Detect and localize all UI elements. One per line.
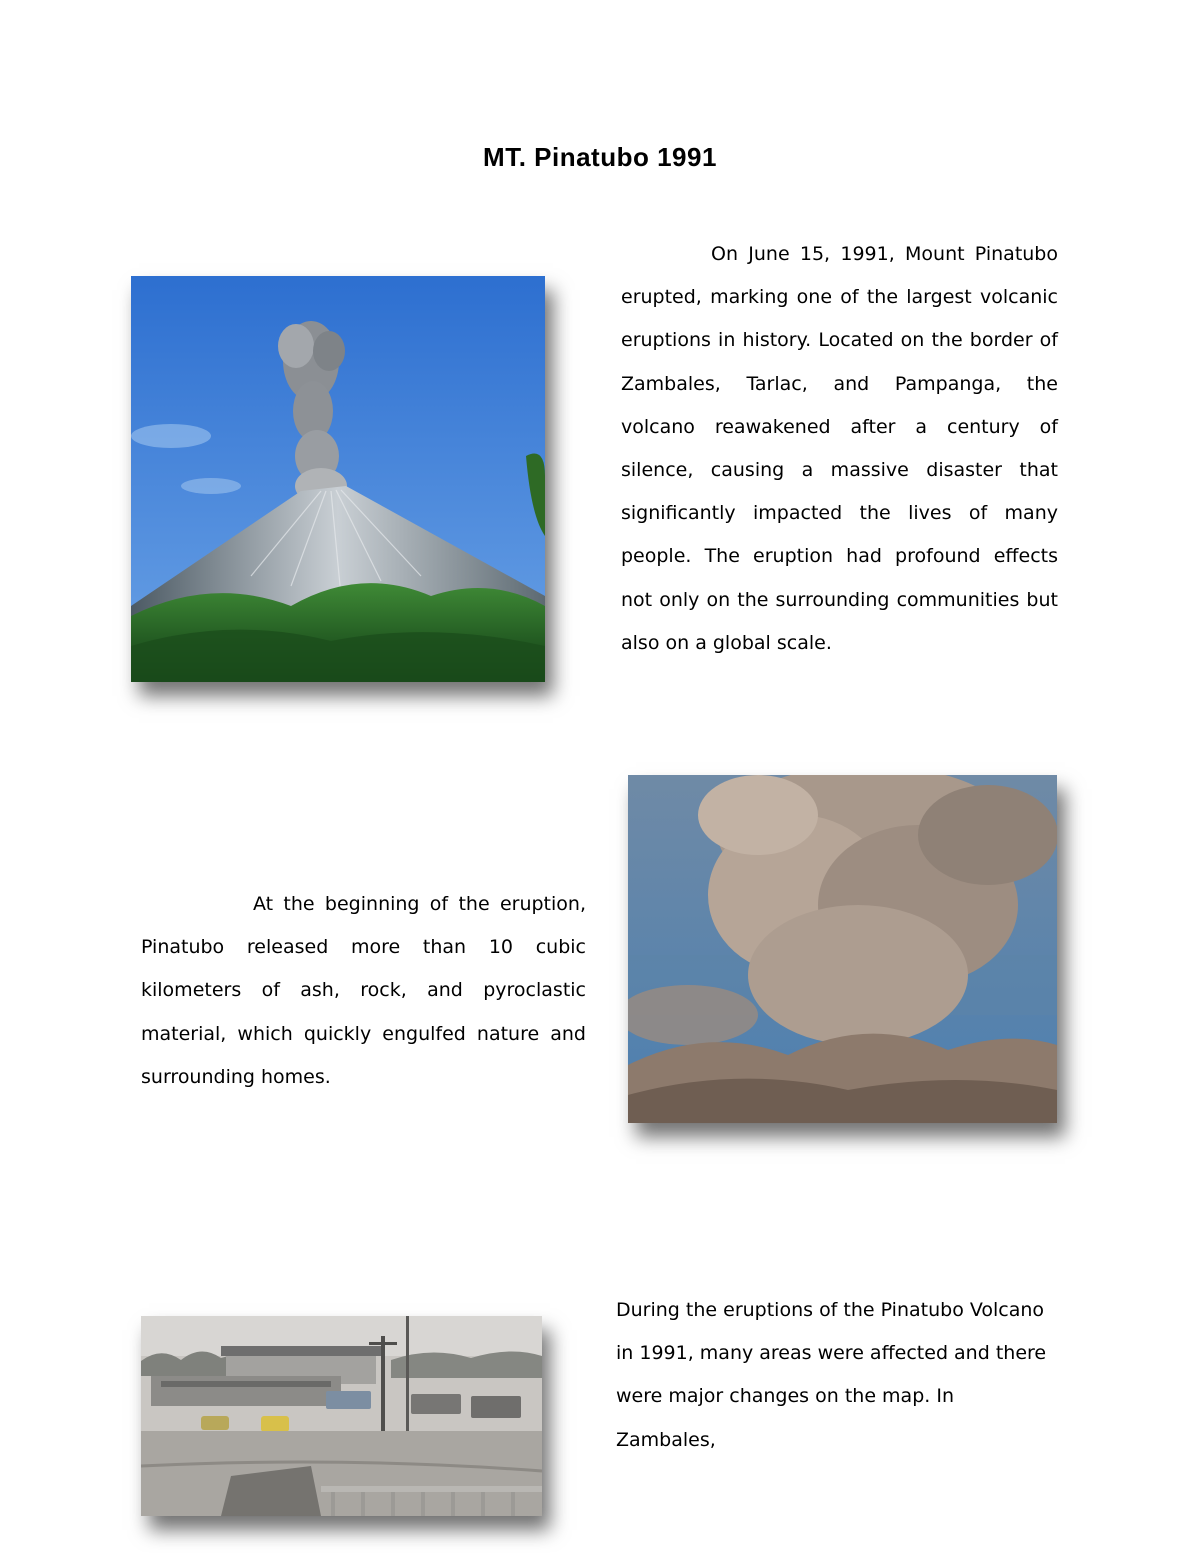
volcano-eruption-image xyxy=(131,276,545,682)
eruption-paragraph: At the beginning of the eruption, Pinatubo released more than 10 cubic kilometers of ash, rock, and pyroclastic material, which quickly engulfed nature and surrounding homes. xyxy=(141,893,586,1088)
affected-areas-paragraph: During the eruptions of the Pinatubo Volcano in 1991, many areas were affected and there were major changes on the map. In Zambales, xyxy=(616,1299,1047,1451)
ash-covered-town-photo xyxy=(141,1316,542,1516)
ash-cloud-image xyxy=(628,775,1057,1123)
volcano-eruption-photo xyxy=(131,276,545,682)
intro-paragraph: On June 15, 1991, Mount Pinatubo erupted, marking one of the largest volcanic eruptions in history. Located on the border of Zambales, Tarlac, and Pampanga, the volcano reawakened after a century of silence, causing a massive disaster that significantly impacted the lives of many people. The eruption had profound effects not only on the surrounding communities but also on a global scale. xyxy=(621,243,1058,654)
ash-covered-town-image xyxy=(141,1316,542,1516)
page-title: MT. Pinatubo 1991 xyxy=(483,142,717,172)
ash-cloud-photo xyxy=(628,775,1057,1123)
